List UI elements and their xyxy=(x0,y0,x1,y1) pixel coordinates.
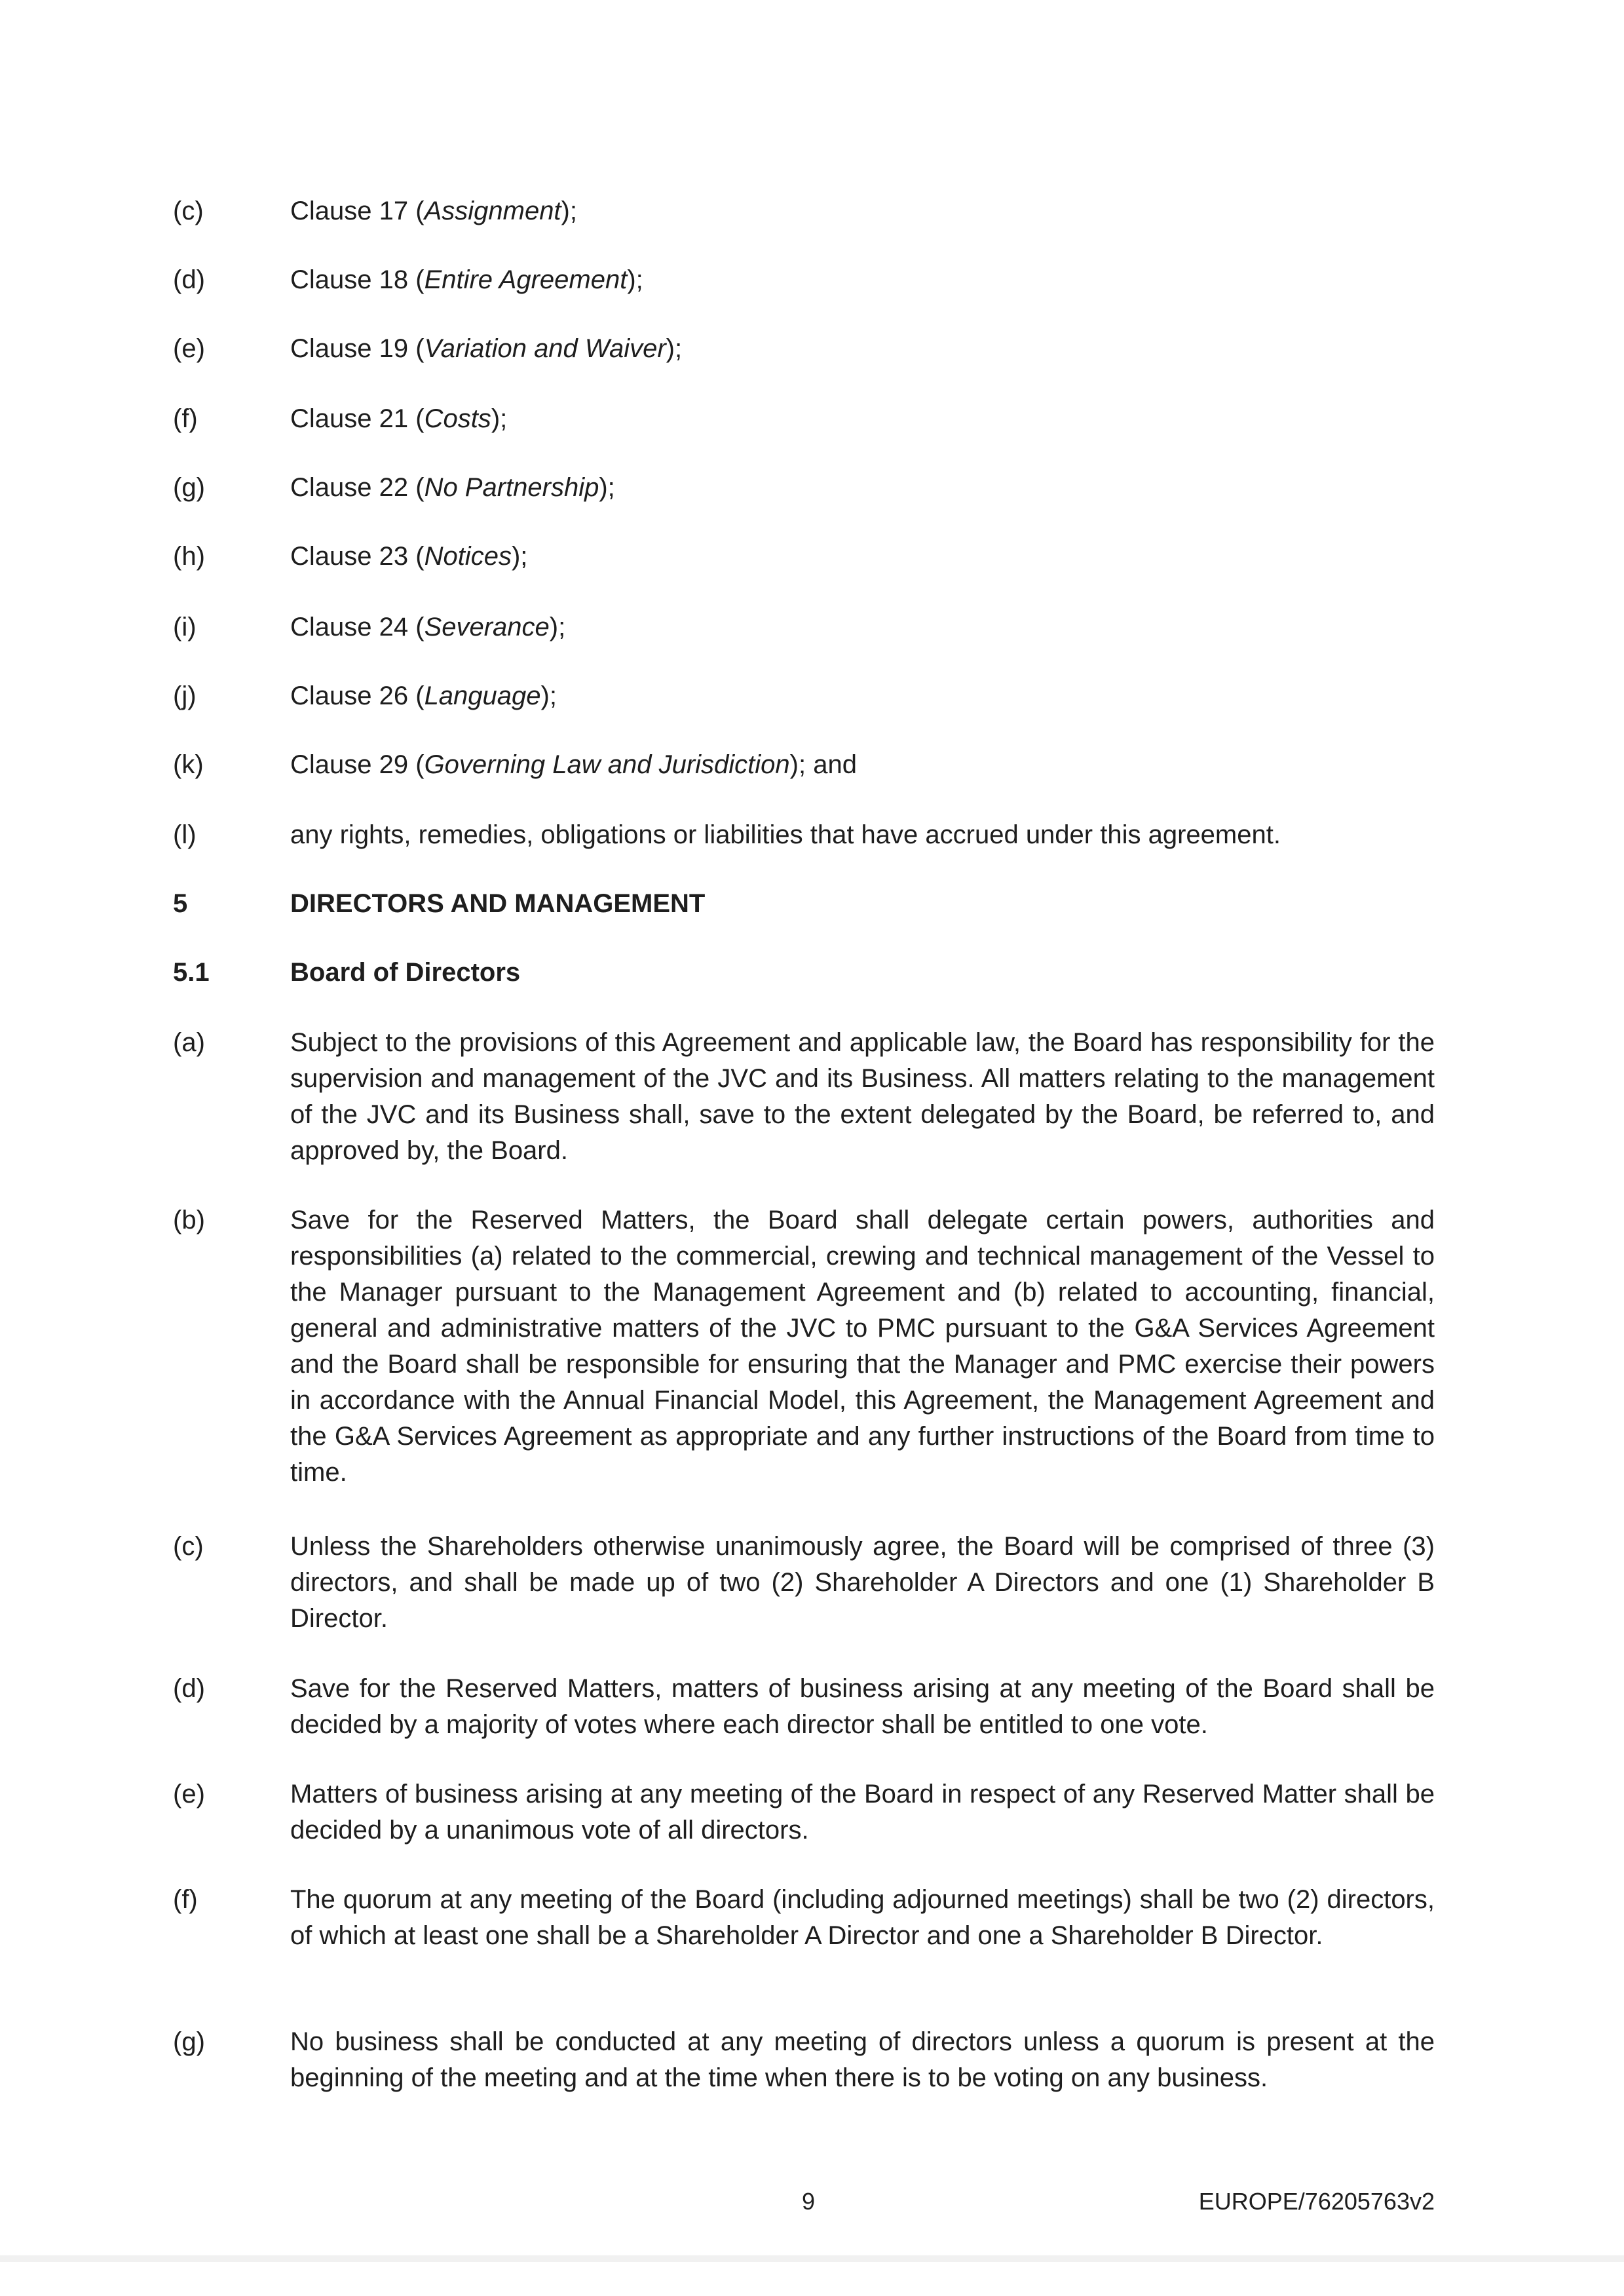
list-item-text: Clause 17 (Assignment); xyxy=(290,197,577,225)
list-item-text: Clause 29 (Governing Law and Jurisdiction); and xyxy=(290,750,857,779)
paragraph-label: (e) xyxy=(173,1780,205,1808)
list-item-text: Clause 23 (Notices); xyxy=(290,542,528,571)
paragraph-text: Unless the Shareholders otherwise unanimously agree, the Board will be comprised of three (3) directors, and shall be made up of two (2) Shareholder A Directors and one (1) Shareholder B Director. xyxy=(290,1532,1435,1633)
paragraph-text: Matters of business arising at any meeting of the Board in respect of any Reserved Matter shall be decided by a unanimous vote of all directors. xyxy=(290,1780,1435,1845)
section-number: 5 xyxy=(173,889,188,918)
paragraph-label: (c) xyxy=(173,1532,204,1561)
subsection-title: Board of Directors xyxy=(290,958,521,987)
paragraph-label: (g) xyxy=(173,2027,205,2056)
subsection-number: 5.1 xyxy=(173,958,210,987)
list-item-label: (k) xyxy=(173,750,204,779)
list-item-label: (g) xyxy=(173,473,205,502)
paragraph-label: (b) xyxy=(173,1206,205,1234)
list-item-text: Clause 22 (No Partnership); xyxy=(290,473,615,502)
scan-edge xyxy=(0,2255,1624,2262)
paragraph-text: The quorum at any meeting of the Board (including adjourned meetings) shall be two (2) directors, of which at least one shall be a Shareholder A Director and one a Shareholder B Director. xyxy=(290,1885,1435,1950)
paragraph-text: Save for the Reserved Matters, the Board shall delegate certain powers, authorities and responsibilities (a) related to the commercial, crewing and technical management of the Vessel to the Manager pursuant to the Management Agreement and (b) related to accounting, financial, general and administrative matters of the JVC to PMC pursuant to the G&A Services Agreement and the Board shall be responsible for ensuring that the Manager and PMC exercise their powers in accordance with the Annual Financial Model, this Agreement, the Management Agreement and the G&A Services Agreement as appropriate and any further instructions of the Board from time to time. xyxy=(290,1206,1435,1487)
list-item-label: (e) xyxy=(173,334,205,363)
page-number: 9 xyxy=(802,2188,816,2215)
paragraph-label: (f) xyxy=(173,1885,198,1914)
list-item-text: any rights, remedies, obligations or liabilities that have accrued under this agreement. xyxy=(290,820,1281,849)
document-reference: EUROPE/76205763v2 xyxy=(1198,2188,1435,2215)
list-item-label: (l) xyxy=(173,820,197,849)
list-item-text: Clause 18 (Entire Agreement); xyxy=(290,265,643,294)
list-item-text: Clause 19 (Variation and Waiver); xyxy=(290,334,683,363)
paragraph-text: No business shall be conducted at any meeting of directors unless a quorum is present at the beginning of the meeting and at the time when there is to be voting on any business. xyxy=(290,2027,1435,2092)
paragraph-label: (a) xyxy=(173,1028,205,1057)
list-item-text: Clause 26 (Language); xyxy=(290,681,557,710)
list-item-label: (h) xyxy=(173,542,205,571)
list-item-label: (d) xyxy=(173,265,205,294)
list-item-text: Clause 21 (Costs); xyxy=(290,404,508,433)
list-item-label: (i) xyxy=(173,613,197,641)
section-title: DIRECTORS AND MANAGEMENT xyxy=(290,889,706,918)
paragraph-label: (d) xyxy=(173,1674,205,1703)
paragraph-text: Subject to the provisions of this Agreement and applicable law, the Board has responsibility for the supervision and management of the JVC and its Business. All matters relating to the management of the JVC and its Business shall, save to the extent delegated by the Board, be referred to, and approved by, the Board. xyxy=(290,1028,1435,1165)
list-item-label: (j) xyxy=(173,681,197,710)
list-item-label: (f) xyxy=(173,404,198,433)
list-item-text: Clause 24 (Severance); xyxy=(290,613,566,641)
list-item-label: (c) xyxy=(173,197,204,225)
paragraph-text: Save for the Reserved Matters, matters of business arising at any meeting of the Board shall be decided by a majority of votes where each director shall be entitled to one vote. xyxy=(290,1674,1435,1739)
